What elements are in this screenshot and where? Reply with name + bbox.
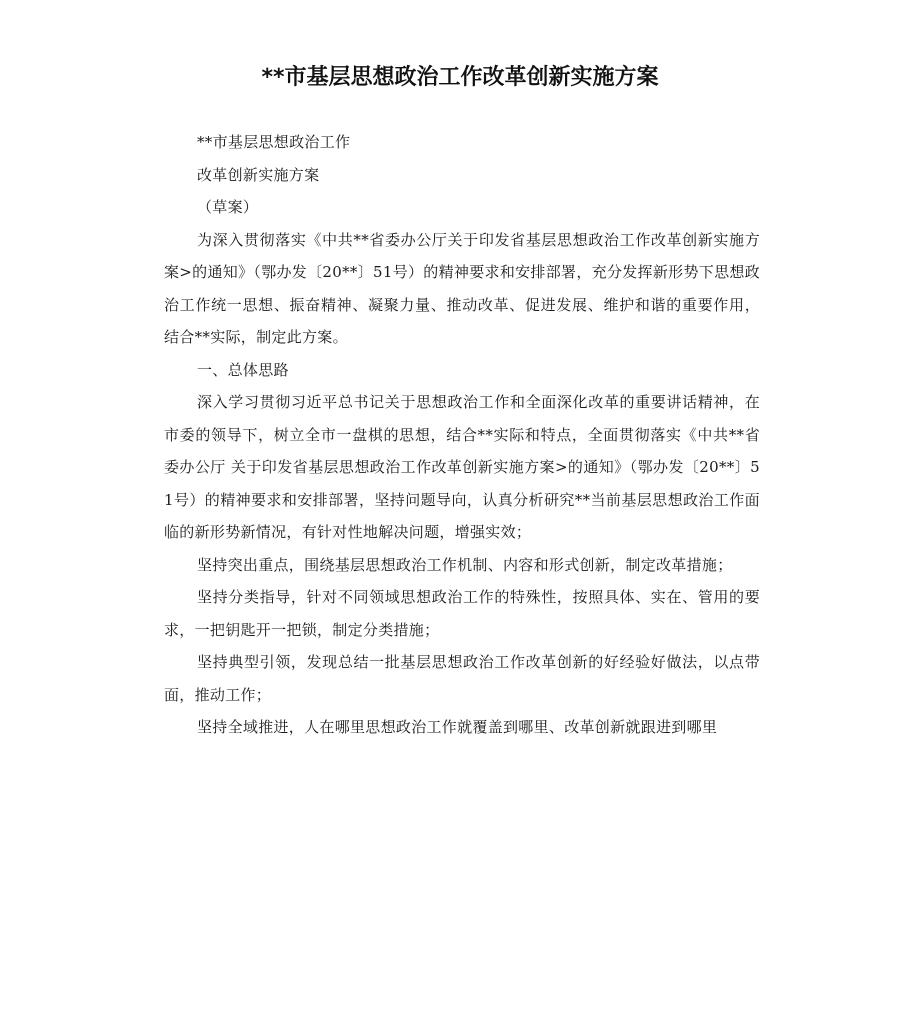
document-body [164, 126, 760, 744]
subtitle-line-2: 改革创新实施方案 [197, 165, 320, 184]
principle-focus: 坚持突出重点，围绕基层思想政治工作机制、内容和形式创新，制定改革措施； [197, 555, 733, 574]
intro-paragraph: 为深入贯彻落实《中共**省委办公厅关于印发省基层思想政治工作改革创新实施方案>的通知》（鄂办发〔20**〕51号）的精神要求和安排部署，充分发挥新形势下思想政治工作统一思想、振奋精神、凝聚力量、推动改革、促进发展、维护和谐的重要作用，结合**实际，制定此方案。 [164, 230, 760, 346]
principle-classification: 坚持分类指导，针对不同领域思想政治工作的特殊性，按照具体、实在、管用的要求，一把钥匙开一把锁，制定分类措施； [164, 588, 760, 639]
section-1-paragraph: 深入学习贯彻习近平总书记关于思想政治工作和全面深化改革的重要讲话精神，在市委的领导下，树立全市一盘棋的思想，结合**实际和特点，全面贯彻落实《中共**省委办公厅 关于印发省基层思想政治工作改革创新实施方案>的通知》（鄂办发〔20**〕51号）的精神要求和安排部署，坚持问题导向，认真分析研究**当前基层思想政治工作面临的新形势新情况，有针对性地解决问题，增强实效； [164, 393, 760, 541]
document-title: **市基层思想政治工作改革创新实施方案 [261, 65, 659, 90]
draft-label: （草案） [197, 198, 259, 216]
principle-coverage: 坚持全域推进，人在哪里思想政治工作就覆盖到哪里、改革创新就跟进到哪里 [197, 718, 718, 736]
subtitle-line-1: **市基层思想政治工作 [197, 133, 351, 151]
principle-model: 坚持典型引领，发现总结一批基层思想政治工作改革创新的好经验好做法，以点带面，推动工作； [164, 653, 760, 704]
section-heading-1: 一、总体思路 [197, 360, 289, 379]
